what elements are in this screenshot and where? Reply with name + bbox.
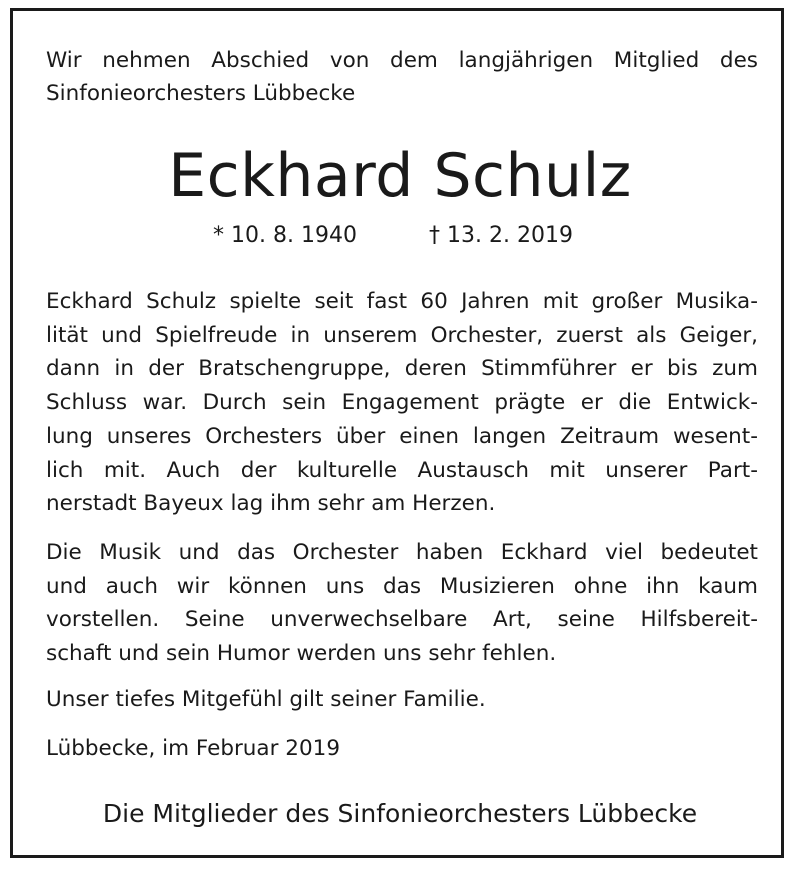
signature-line: Die Mitglieder des Sinfonieorchesters Lübbecke — [102, 799, 698, 828]
text-line: lität und Spielfreude in unserem Orchester, zuerst als Geiger, — [46, 322, 758, 348]
text-line: und auch wir können uns das Musizieren ohne ihn kaum — [46, 573, 758, 599]
text-line: Die Musik und das Orchester haben Eckhard viel bedeutet — [46, 540, 758, 565]
text-line: Eckhard Schulz spielte seit fast 60 Jahren mit großer Musika- — [46, 289, 758, 314]
text-line: nerstadt Bayeux lag ihm sehr am Herzen. — [46, 491, 496, 517]
text-line: vorstellen. Seine unverwechselbare Art, seine Hilfsbereit- — [46, 607, 758, 633]
intro-text: Wir nehmen Abschied von dem langjährigen Mitglied des Sinfonieorchesters Lübbecke — [46, 48, 758, 106]
text-line: dann in der Bratschengruppe, deren Stimmführer er bis zum — [46, 356, 758, 382]
text-line: schaft und sein Humor werden uns sehr fehlen. — [46, 641, 557, 667]
text-line: lung unseres Orchesters über einen langen Zeitraum wesent- — [46, 423, 758, 449]
text-line: Lübbecke, im Februar 2019 — [46, 736, 340, 761]
text-line: Unser tiefes Mitgefühl gilt seiner Familie. — [46, 687, 486, 712]
birth-date: * 10. 8. 1940 — [213, 223, 357, 248]
paragraph-tribute — [46, 285, 758, 521]
place-and-date — [46, 732, 758, 766]
life-dates — [0, 218, 800, 254]
text-line: lich mit. Auch der kulturelle Austausch mit unserer Part- — [46, 457, 758, 483]
paragraph-remembrance — [46, 536, 758, 671]
text-line: Schluss war. Durch sein Engagement prägte er die Entwick- — [46, 390, 758, 416]
death-date: † 13. 2. 2019 — [429, 223, 573, 248]
condolence-line — [46, 683, 758, 717]
deceased-name: Eckhard Schulz — [168, 141, 632, 211]
